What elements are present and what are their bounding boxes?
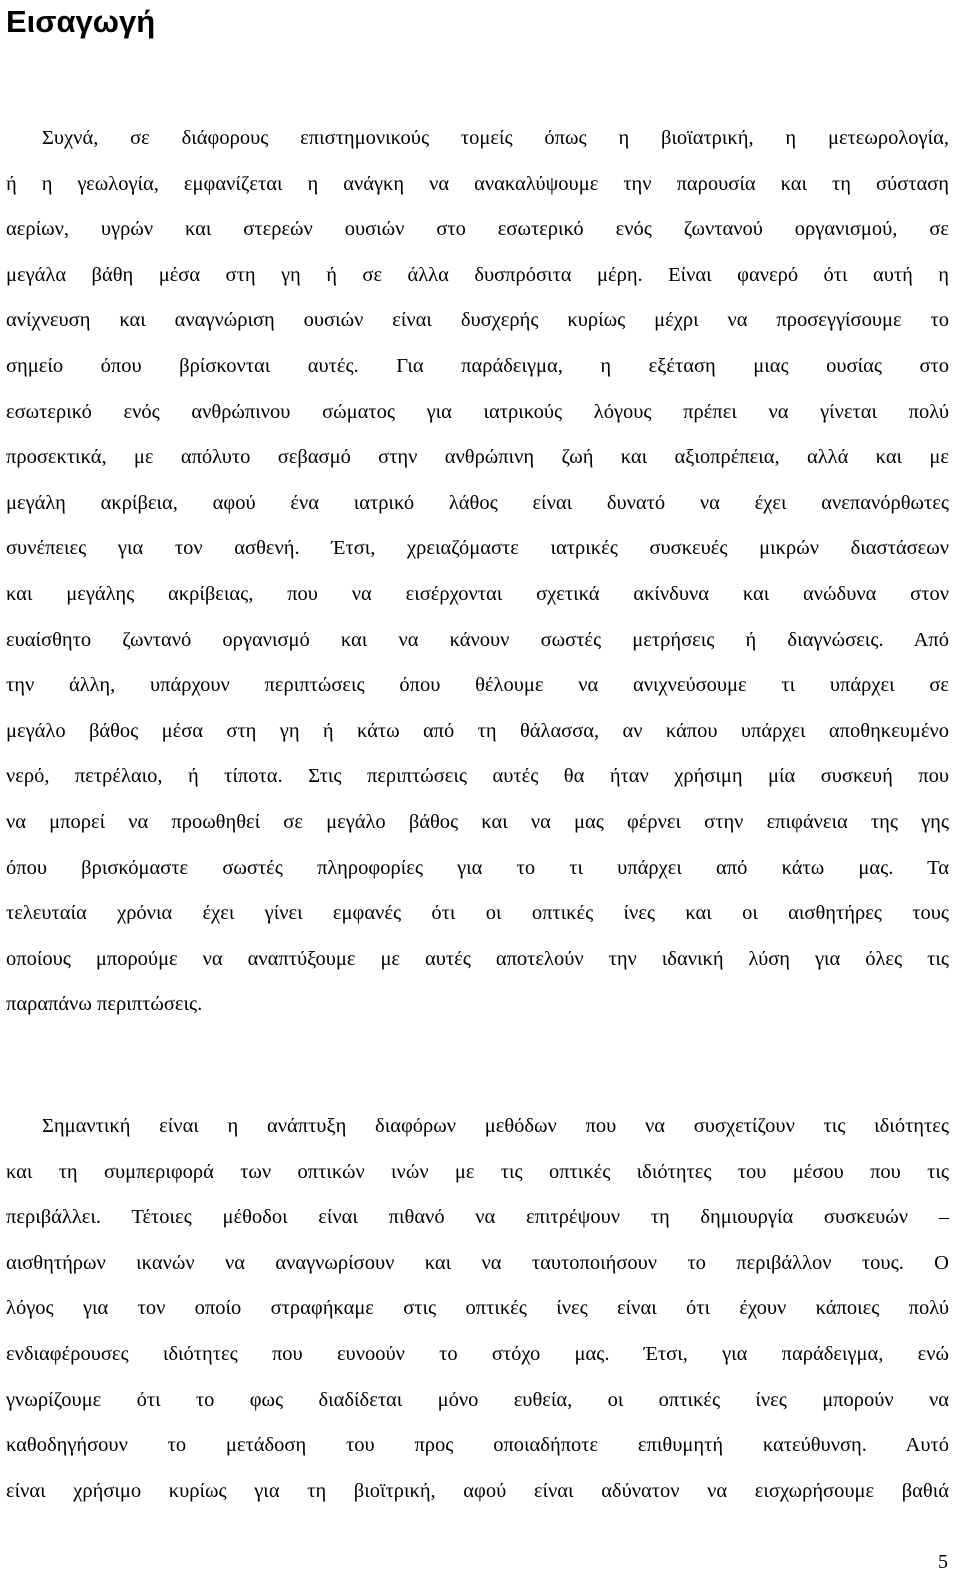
paragraph-intro — [6, 116, 949, 1028]
paragraph-line: σημείο όπου βρίσκονται αυτές. Για παράδειγμα, η εξέταση μιας ουσίας στο — [6, 354, 949, 377]
paragraph-line: ενδιαφέρουσες ιδιότητες που ευνοούν το στόχο μας. Έτσι, για παράδειγμα, ενώ — [6, 1342, 949, 1365]
paragraph-line: περιβάλλει. Τέτοιες μέθοδοι είναι πιθανό να επιτρέψουν τη δημιουργία συσκευών – — [6, 1206, 949, 1229]
paragraph-methods — [6, 1104, 949, 1514]
paragraph-line: οποίους μπορούμε να αναπτύξουμε με αυτές αποτελούν την ιδανική λύση για όλες τις — [6, 947, 949, 970]
paragraph-line: ή η γεωλογία, εμφανίζεται η ανάγκη να ανακαλύψουμε την παρουσία και τη σύσταση — [6, 172, 949, 195]
paragraph-line: γνωρίζουμε ότι το φως διαδίδεται μόνο ευθεία, οι οπτικές ίνες μπορούν να — [6, 1388, 949, 1411]
paragraph-line: και μεγάλης ακρίβειας, που να εισέρχονται σχετικά ακίνδυνα και ανώδυνα στον — [6, 582, 949, 605]
paragraph-line: τελευταία χρόνια έχει γίνει εμφανές ότι οι οπτικές ίνες και οι αισθητήρες τους — [6, 902, 949, 925]
paragraph-line: όπου βρισκόμαστε σωστές πληροφορίες για το τι υπάρχει από κάτω μας. Τα — [6, 856, 949, 879]
paragraph-line: την άλλη, υπάρχουν περιπτώσεις όπου θέλουμε να ανιχνεύσουμε τι υπάρχει σε — [6, 674, 949, 697]
paragraph-line: παραπάνω περιπτώσεις. — [6, 993, 203, 1016]
paragraph-line: εσωτερικό ενός ανθρώπινου σώματος για ιατρικούς λόγους πρέπει να γίνεται πολύ — [6, 400, 949, 423]
page-number: 5 — [938, 1551, 948, 1573]
paragraph-line: και τη συμπεριφορά των οπτικών ινών με τις οπτικές ιδιότητες του μέσου που τις — [6, 1160, 949, 1183]
paragraph-line: αισθητήρων ικανών να αναγνωρίσουν και να ταυτοποιήσουν το περιβάλλον τους. Ο — [6, 1251, 949, 1274]
page-title: Εισαγωγή — [6, 4, 156, 39]
paragraph-line: αερίων, υγρών και στερεών ουσιών στο εσωτερικό ενός ζωντανού οργανισμού, σε — [6, 218, 949, 241]
paragraph-line: Συχνά, σε διάφορους επιστημονικούς τομείς όπως η βιοϊατρική, η μετεωρολογία, — [42, 127, 949, 149]
paragraph-line: μεγάλη ακρίβεια, αφού ένα ιατρικό λάθος είναι δυνατό να έχει ανεπανόρθωτες — [6, 491, 949, 514]
paragraph-line: μεγάλο βάθος μέσα στη γη ή κάτω από τη θάλασσα, αν κάπου υπάρχει αποθηκευμένο — [6, 719, 949, 742]
paragraph-line: να μπορεί να προωθηθεί σε μεγάλο βάθος και να μας φέρνει στην επιφάνεια της γης — [6, 810, 949, 833]
paragraph-line: ευαίσθητο ζωντανό οργανισμό και να κάνουν σωστές μετρήσεις ή διαγνώσεις. Από — [6, 628, 949, 651]
paragraph-line: προσεκτικά, με απόλυτο σεβασμό στην ανθρώπινη ζωή και αξιοπρέπεια, αλλά και με — [6, 446, 949, 469]
paragraph-line: είναι χρήσιμο κυρίως για τη βιοϊτρική, αφού είναι αδύνατον να εισχωρήσουμε βαθιά — [6, 1479, 949, 1502]
paragraph-line: νερό, πετρέλαιο, ή τίποτα. Στις περιπτώσεις αυτές θα ήταν χρήσιμη μία συσκευή που — [6, 765, 949, 788]
paragraph-line: καθοδηγήσουν το μετάδοση του προς οποιαδήποτε επιθυμητή κατεύθυνση. Αυτό — [6, 1434, 949, 1457]
paragraph-line: συνέπειες για τον ασθενή. Έτσι, χρειαζόμαστε ιατρικές συσκευές μικρών διαστάσεων — [6, 537, 949, 560]
paragraph-line: μεγάλα βάθη μέσα στη γη ή σε άλλα δυσπρόσιτα μέρη. Είναι φανερό ότι αυτή η — [6, 263, 949, 286]
paragraph-line: Σημαντική είναι η ανάπτυξη διαφόρων μεθόδων που να συσχετίζουν τις ιδιότητες — [42, 1115, 949, 1137]
paragraph-line: ανίχνευση και αναγνώριση ουσιών είναι δυσχερής κυρίως μέχρι να προσεγγίσουμε το — [6, 309, 949, 332]
paragraph-line: λόγος για τον οποίο στραφήκαμε στις οπτικές ίνες είναι ότι έχουν κάποιες πολύ — [6, 1297, 949, 1320]
